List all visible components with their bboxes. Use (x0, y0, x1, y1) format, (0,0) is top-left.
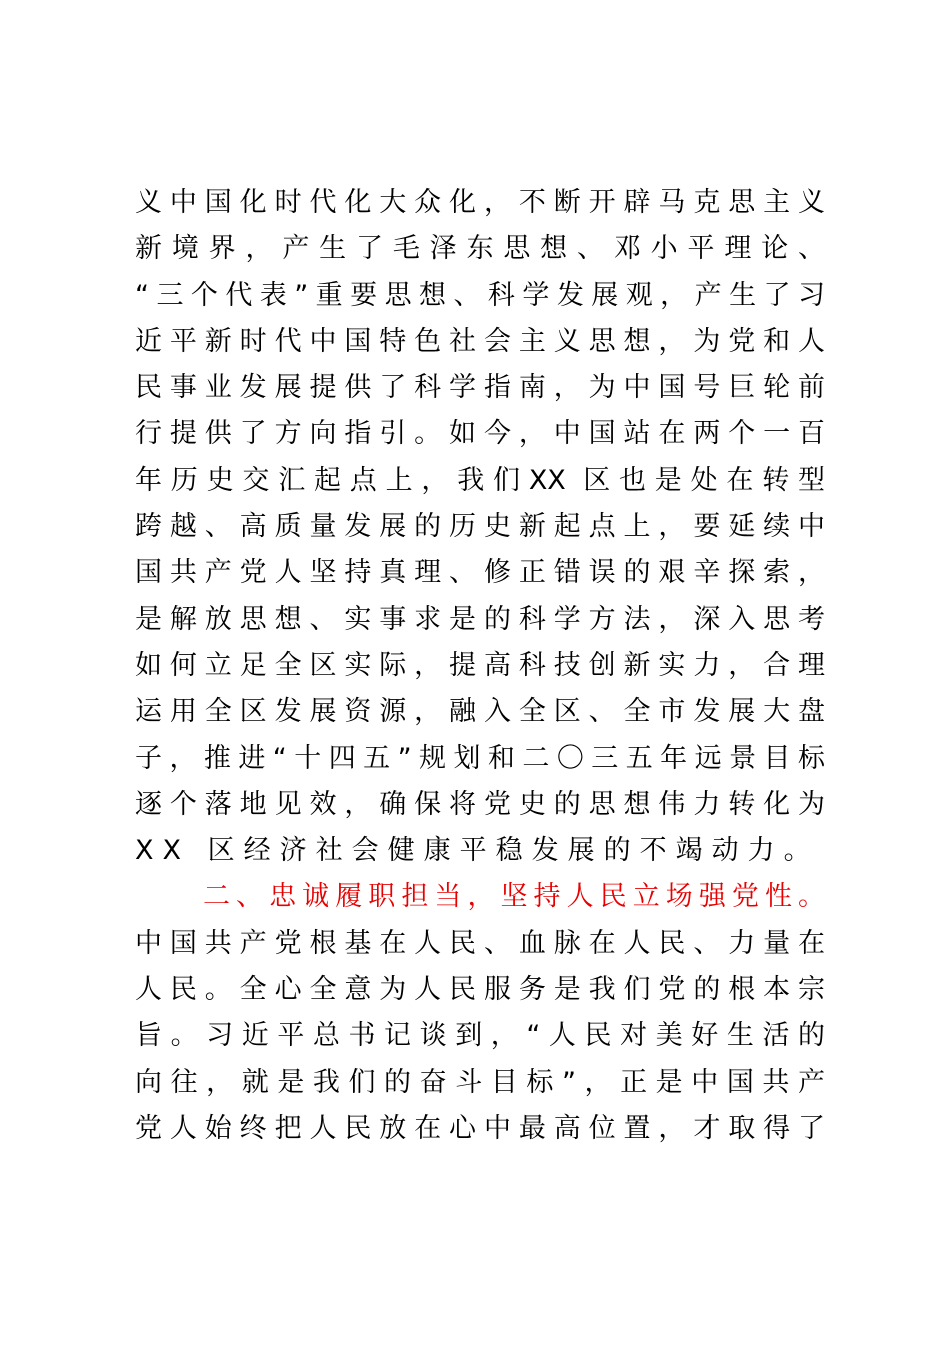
body-text (135, 180, 825, 1152)
text-line: 旨。习近平总书记谈到，“人民对美好生活的 (135, 1020, 825, 1052)
text-line: XX 区经济社会健康平稳发展的不竭动力。 (135, 835, 820, 867)
text-line: 跨越、高质量发展的历史新起点上，要延续中 (135, 511, 825, 543)
text-line: 近平新时代中国特色社会主义思想，为党和人 (135, 325, 825, 357)
text-line: 民事业发展提供了科学指南，为中国号巨轮前 (135, 372, 825, 404)
text-line: 年历史交汇起点上，我们XX 区也是处在转型 (135, 464, 825, 496)
text-line: 向往，就是我们的奋斗目标”，正是中国共产 (135, 1066, 825, 1098)
text-line: 行提供了方向指引。如今，中国站在两个一百 (135, 418, 825, 450)
text-line: 子，推进“十四五”规划和二〇三五年远景目标 (135, 742, 825, 774)
text-line: 义中国化时代化大众化，不断开辟马克思主义 (135, 187, 825, 218)
text-line: 国共产党人坚持真理、修正错误的艰辛探索， (135, 557, 825, 589)
text-line: “三个代表”重要思想、科学发展观，产生了习 (135, 279, 825, 311)
text-line: 是解放思想、实事求是的科学方法，深入思考 (135, 603, 825, 635)
text-line: 逐个落地见效，确保将党史的思想伟力转化为 (135, 788, 825, 820)
text-line: 新境界，产生了毛泽东思想、邓小平理论、 (135, 233, 825, 265)
text-line: 党人始终把人民放在心中最高位置，才取得了 (135, 1112, 825, 1144)
text-line: 人民。全心全意为人民服务是我们党的根本宗 (135, 974, 825, 1006)
text-line: 中国共产党根基在人民、血脉在人民、力量在 (135, 927, 825, 959)
section-heading: 二、忠诚履职担当，坚持人民立场强党性。 (203, 881, 825, 913)
text-line: 如何立足全区实际，提高科技创新实力，合理 (135, 649, 825, 681)
text-line: 运用全区发展资源，融入全区、全市发展大盘 (135, 696, 825, 728)
